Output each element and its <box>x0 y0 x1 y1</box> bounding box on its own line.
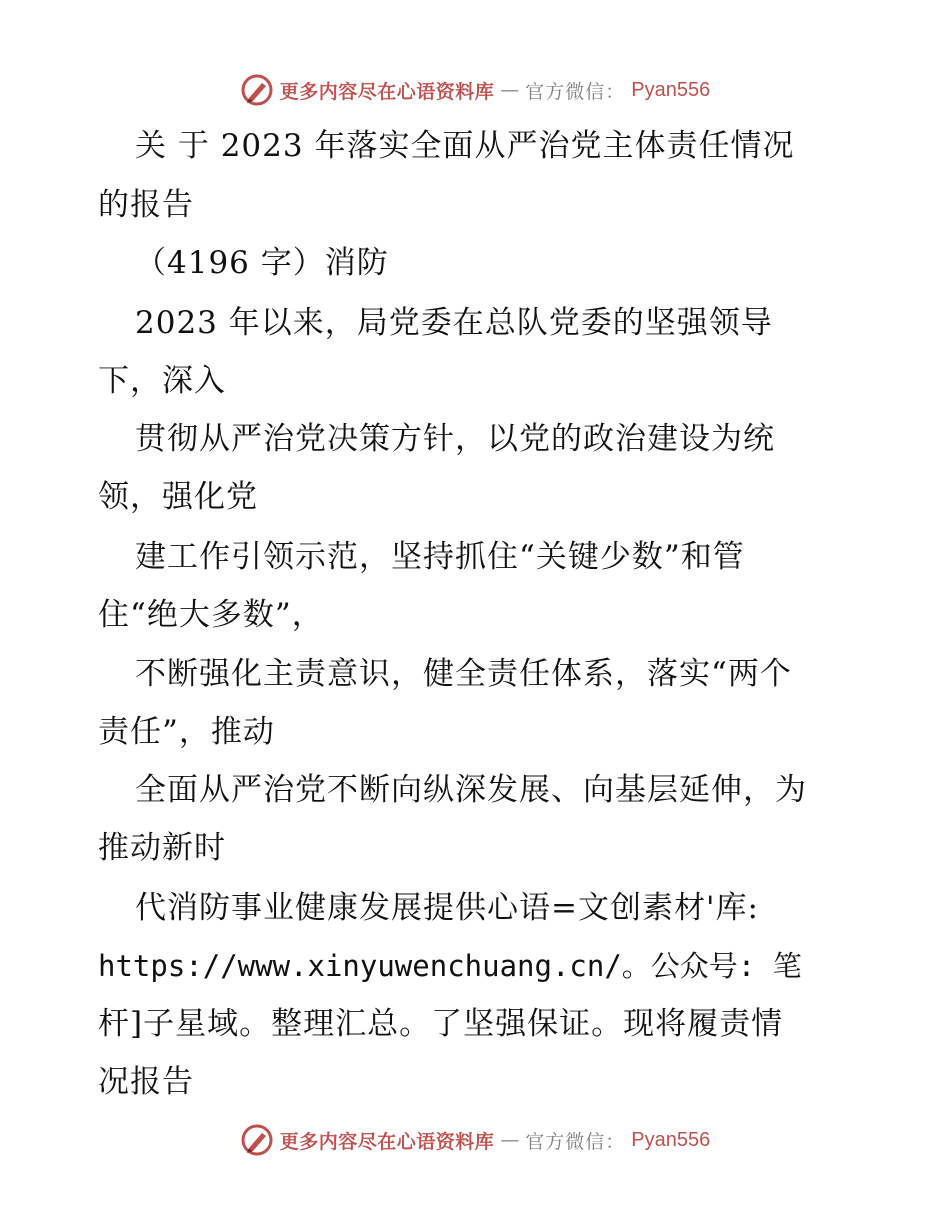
body-text-line: 杆]子星域。整理汇总。了坚强保证。现将履责情 <box>98 1006 784 1042</box>
document-title-line-2: 的报告 <box>98 187 194 223</box>
watermark-wechat-id: Pyan556 <box>631 1128 711 1151</box>
body-text-line: 下，深入 <box>98 363 226 399</box>
watermark-wechat-id: Pyan556 <box>631 78 711 101</box>
document-title-line-1: 关 于 2023 年落实全面从严治党主体责任情况 <box>135 128 795 164</box>
body-text-line: 贯彻从严治党决策方针，以党的政治建设为统 <box>135 421 775 457</box>
body-text-line: 全面从严治党不断向纵深发展、向基层延伸，为 <box>135 772 807 808</box>
watermark-wechat-label: 官方微信： <box>525 1130 626 1153</box>
body-text-line: 领，强化党 <box>98 479 258 515</box>
pen-logo-icon <box>240 1123 274 1157</box>
body-text-line: 代消防事业健康发展提供心语=文创素材'库: <box>135 890 759 926</box>
body-text-line: 不断强化主责意识，健全责任体系，落实“两个 <box>135 656 792 692</box>
body-text-line: 住“绝大多数”， <box>98 597 324 633</box>
watermark-dash: — <box>500 79 520 101</box>
word-count-line: （4196 字）消防 <box>135 245 389 281</box>
body-text-line: 建工作引领示范，坚持抓住“关键少数”和管 <box>135 539 745 575</box>
body-text-line: 责任”，推动 <box>98 714 275 750</box>
watermark-site-text: 更多内容尽在心语资料库 <box>279 1130 495 1153</box>
header-watermark-banner <box>0 70 950 110</box>
footer-watermark-banner <box>0 1120 950 1160</box>
watermark-site-text: 更多内容尽在心语资料库 <box>279 80 495 103</box>
body-text-line: 推动新时 <box>98 830 226 866</box>
watermark-wechat-label: 官方微信： <box>525 80 626 103</box>
body-text-line: 2023 年以来，局党委在总队党委的坚强领导 <box>135 305 773 341</box>
body-text-url-line: https://www.xinyuwenchuang.cn/。公众号: 笔 <box>98 949 802 983</box>
pen-logo-icon <box>240 73 274 107</box>
watermark-dash: — <box>500 1129 520 1151</box>
body-text-line: 况报告 <box>98 1064 194 1100</box>
